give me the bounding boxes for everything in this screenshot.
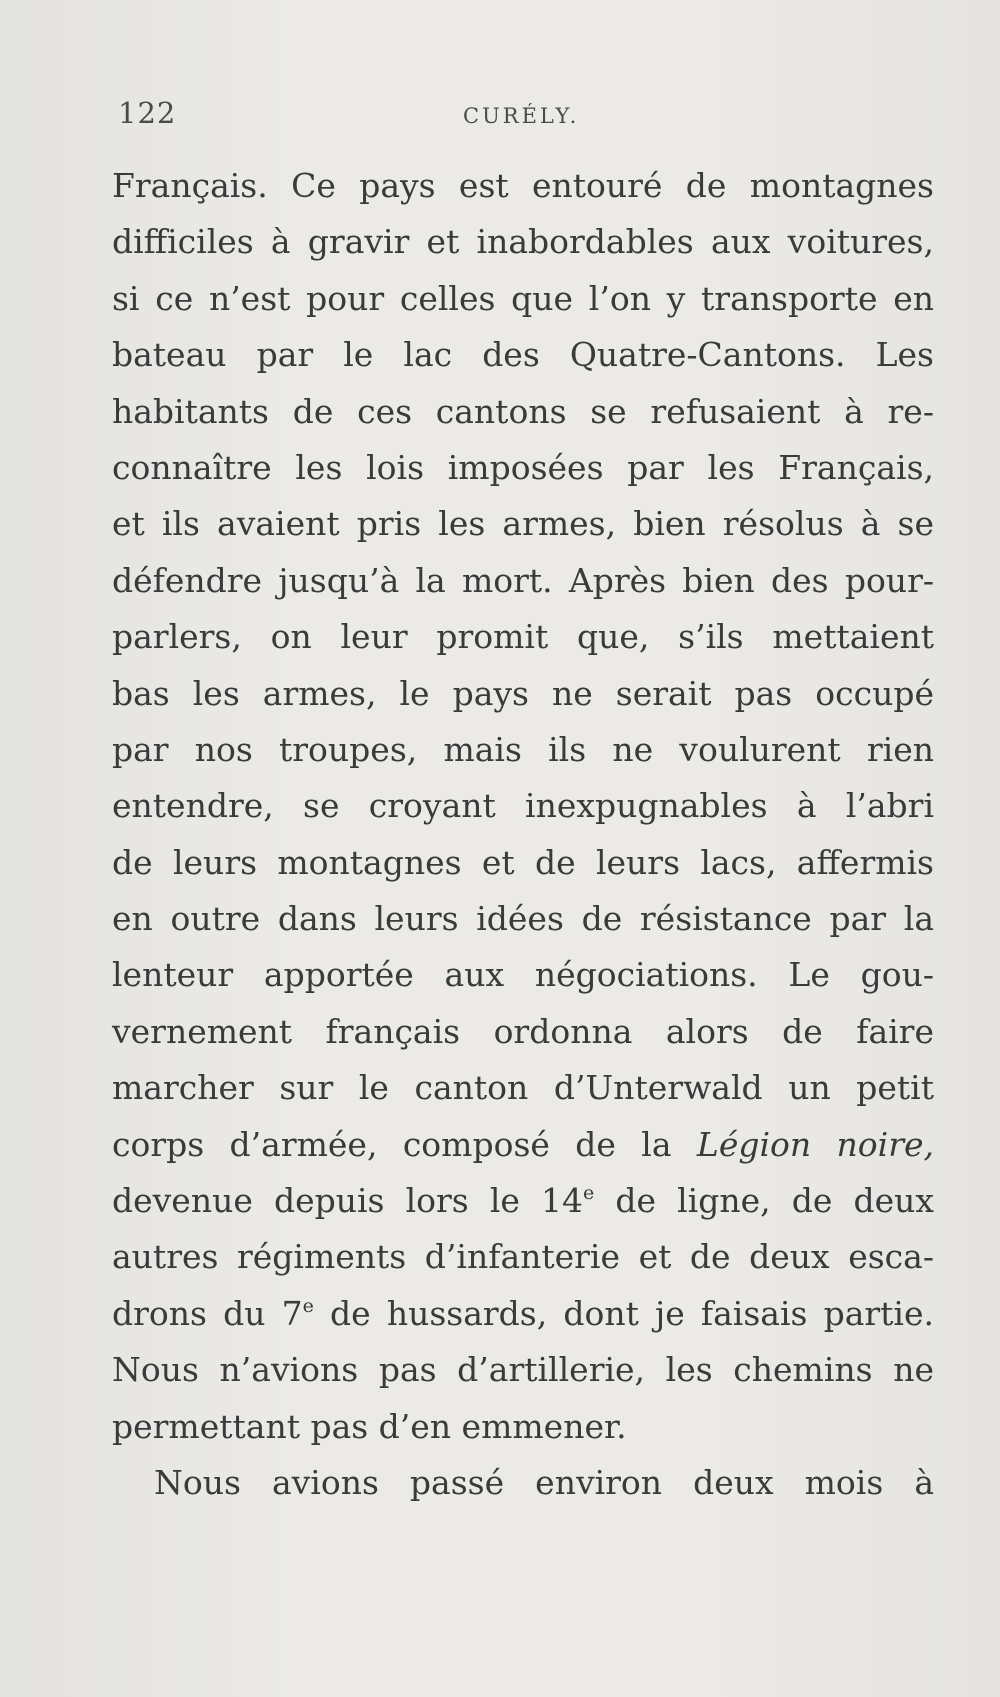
- text-line: vernement français ordonna alors de faire: [112, 1011, 934, 1051]
- text-line: connaître les lois imposées par les Français,: [112, 447, 934, 487]
- text-line: bas les armes, le pays ne serait pas occupé: [112, 673, 934, 713]
- text-line: parlers, on leur promit que, s’ils mettaient: [112, 617, 934, 657]
- text-line: Nous avions passé environ deux mois à: [154, 1462, 934, 1502]
- text-line: lenteur apportée aux négociations. Le gou-: [112, 955, 934, 995]
- text-line: marcher sur le canton d’Unterwald un petit: [112, 1068, 934, 1108]
- text-line: bateau par le lac des Quatre-Cantons. Les: [112, 335, 934, 375]
- running-head: CURÉLY.: [463, 104, 580, 128]
- page-header: [118, 96, 878, 136]
- text-line: Français. Ce pays est entouré de montagnes: [112, 166, 934, 205]
- text-line: [112, 1117, 934, 1173]
- text-line: si ce n’est pour celles que l’on y transporte en: [112, 278, 934, 318]
- text-line: difficiles à gravir et inabordables aux voitures,: [112, 222, 934, 262]
- text-run: de ligne, de deux: [594, 1181, 934, 1221]
- text-line: Nous n’avions pas d’artillerie, les chemins ne: [112, 1350, 934, 1390]
- text-line: habitants de ces cantons se refusaient à re-: [112, 391, 934, 431]
- page-number: 122: [118, 96, 177, 130]
- text-line: [112, 1286, 934, 1342]
- text-line: et ils avaient pris les armes, bien résolus à se: [112, 504, 934, 544]
- text-run: corps d’armée, composé de la: [112, 1124, 697, 1164]
- text-line: par nos troupes, mais ils ne voulurent rien: [112, 729, 934, 769]
- superscript: e: [583, 1182, 595, 1205]
- text-run: de hussards, dont je faisais partie.: [313, 1293, 934, 1333]
- text-line: de leurs montagnes et de leurs lacs, affermis: [112, 842, 934, 882]
- text-run: devenue depuis lors le 14: [112, 1181, 583, 1221]
- text-line: entendre, se croyant inexpugnables à l’abri: [112, 786, 934, 826]
- body-text: [112, 158, 934, 1511]
- superscript: e: [302, 1294, 314, 1317]
- italic-term: Légion noire,: [696, 1124, 934, 1164]
- text-line: autres régiments d’infanterie et de deux esca-: [112, 1237, 934, 1277]
- text-run: drons du 7: [112, 1293, 303, 1333]
- text-line: en outre dans leurs idées de résistance par la: [112, 899, 934, 939]
- text-line: [112, 1173, 934, 1229]
- text-line: défendre jusqu’à la mort. Après bien des pour-: [112, 560, 934, 600]
- text-line: permettant pas d’en emmener.: [112, 1406, 627, 1446]
